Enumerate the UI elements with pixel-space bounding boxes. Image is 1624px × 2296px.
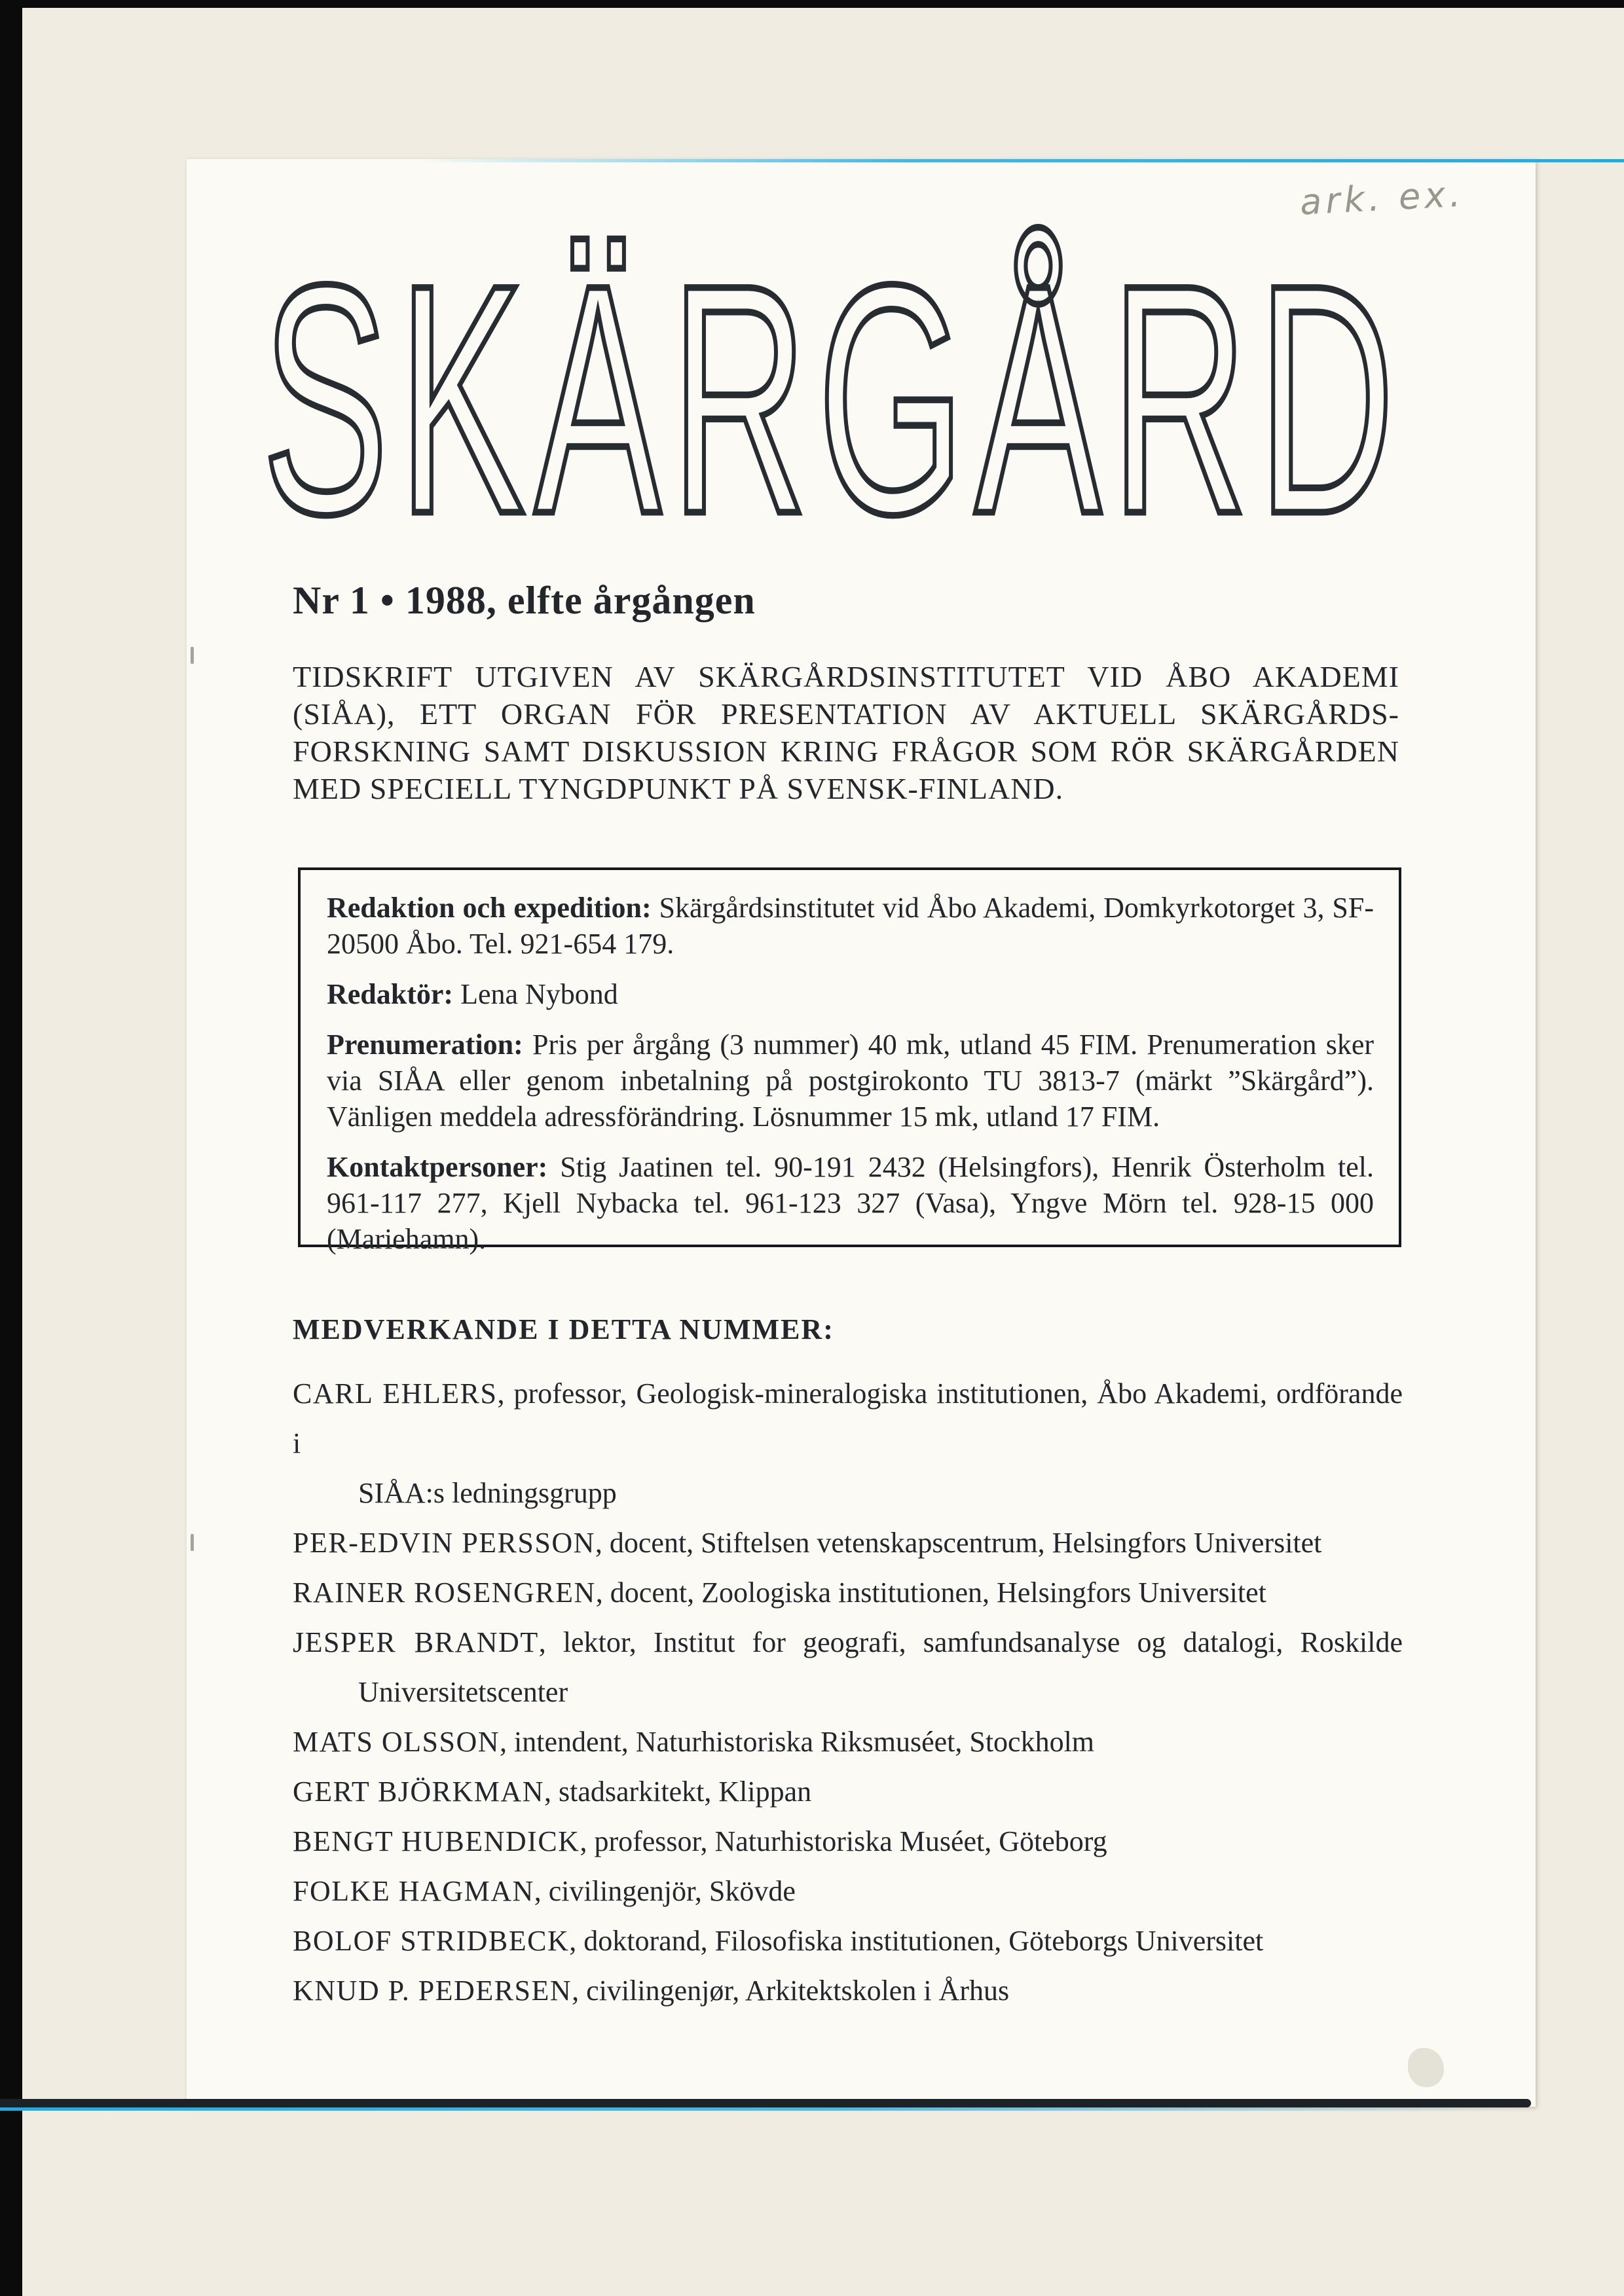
subtitle-paragraph	[293, 658, 1399, 807]
contributor-entry: JESPER BRANDT, lektor, Institut for geografi, samfundsanalyse og datalogi, Roskilde	[293, 1626, 1403, 1658]
contributor-entry: BENGT HUBENDICK, professor, Naturhistoriska Muséet, Göteborg	[293, 1825, 1107, 1857]
contributor-name: BENGT HUBENDICK	[293, 1825, 580, 1857]
contributors-list	[293, 1369, 1403, 2016]
subtitle-line: MED SPECIELL TYNGDPUNKT PÅ SVENSK-FINLAND.	[293, 772, 1064, 805]
info-box-label: Redaktör:	[327, 978, 454, 1010]
contributor-name: CARL EHLERS	[293, 1377, 498, 1410]
handwritten-note: ark. ex.	[1299, 173, 1466, 223]
subtitle-line: TIDSKRIFT UTGIVEN AV SKÄRGÅRDSINSTITUTET VID ÅBO AKADEMI	[293, 660, 1399, 693]
info-box-section: Redaktör: Lena Nybond	[327, 978, 618, 1010]
contributor-entry-continuation: SIÅA:s ledningsgrupp	[358, 1477, 617, 1509]
masthead-letter: Å	[974, 217, 1101, 583]
contributor-name: FOLKE HAGMAN	[293, 1875, 534, 1907]
masthead-letter: R	[1111, 217, 1248, 583]
contributor-entry: GERT BJÖRKMAN, stadsarkitekt, Klippan	[293, 1776, 812, 1808]
contributor-entry: PER-EDVIN PERSSON, docent, Stiftelsen vetenskapscentrum, Helsingfors Universitet	[293, 1527, 1322, 1559]
contributor-name: KNUD P. PEDERSEN	[293, 1975, 572, 2007]
masthead-letter: D	[1257, 217, 1395, 583]
staple-mark	[191, 647, 194, 664]
page-bottom-shadow	[0, 2099, 1531, 2107]
info-box	[298, 867, 1401, 1255]
contributor-entry: KNUD P. PEDERSEN, civilingenjør, Arkitektskolen i Århus	[293, 1975, 1010, 2007]
scanner-edge-left	[0, 0, 22, 2296]
contributors-heading: MEDVERKANDE I DETTA NUMMER:	[293, 1313, 834, 1345]
contributor-name: RAINER ROSENGREN	[293, 1576, 596, 1609]
scanner-edge-top	[0, 0, 1624, 8]
issue-line: Nr 1 • 1988, elfte årgången	[293, 579, 756, 622]
info-box-section: Redaktion och expedition: Skärgårdsinstitutet vid Åbo Akademi, Domkyrkotorget 3, SF-20500 Åbo. Tel. 921-654 179.	[327, 892, 1374, 960]
contributor-entry: MATS OLSSON, intendent, Naturhistoriska Riksmuséet, Stockholm	[293, 1726, 1095, 1758]
contributor-name: JESPER BRANDT	[293, 1626, 539, 1658]
info-box-section: Prenumeration: Pris per årgång (3 nummer) 40 mk, utland 45 FIM. Prenumeration sker via SIÅA eller genom inbetalning på postgirokonto TU 3813-7 (märkt ”Skärgård”). Vänligen meddela adressförändring. Lösnummer 15 mk, utland 17 FIM.	[327, 1029, 1374, 1133]
masthead-letter: G	[817, 217, 965, 583]
info-box-section: Kontaktpersoner: Stig Jaatinen tel. 90-191 2432 (Helsingfors), Henrik Österholm tel. 961-117 277, Kjell Nybacka tel. 961-123 327 (Vasa), Yngve Mörn tel. 928-15 000 (Mariehamn).	[327, 1151, 1374, 1255]
staple-mark	[191, 1534, 194, 1551]
contributor-name: MATS OLSSON	[293, 1726, 500, 1758]
contributor-name: GERT BJÖRKMAN	[293, 1776, 544, 1808]
magazine-cover-page	[187, 159, 1536, 2107]
scan-artifact-top-line	[419, 159, 1624, 162]
masthead-letter: Ä	[534, 217, 661, 583]
magazine-title	[262, 217, 1395, 619]
scan-smudge	[1408, 2048, 1444, 2087]
masthead-letter: S	[262, 217, 389, 583]
contributor-entry: BOLOF STRIDBECK, doktorand, Filosofiska institutionen, Göteborgs Universitet	[293, 1925, 1264, 1957]
info-box-label: Redaktion och expedition:	[327, 892, 652, 924]
contributor-name: BOLOF STRIDBECK	[293, 1925, 570, 1957]
subtitle-line: (SIÅA), ETT ORGAN FÖR PRESENTATION AV AKTUELL SKÄRGÅRDS-	[293, 697, 1399, 731]
subtitle-line: FORSKNING SAMT DISKUSSION KRING FRÅGOR SOM RÖR SKÄRGÅRDEN	[293, 735, 1399, 768]
contributor-entry-continuation: Universitetscenter	[358, 1676, 568, 1708]
contributor-name: PER-EDVIN PERSSON	[293, 1527, 595, 1559]
masthead-letter: K	[398, 217, 525, 583]
contributor-entry: CARL EHLERS, professor, Geologisk-mineralogiska institutionen, Åbo Akademi, ordförande i	[293, 1377, 1403, 1459]
contributor-entry: RAINER ROSENGREN, docent, Zoologiska institutionen, Helsingfors Universitet	[293, 1576, 1266, 1609]
masthead-letter: R	[671, 217, 808, 583]
info-box-label: Kontaktpersoner:	[327, 1151, 548, 1183]
contributor-entry: FOLKE HAGMAN, civilingenjör, Skövde	[293, 1875, 796, 1907]
info-box-label: Prenumeration:	[327, 1029, 523, 1061]
scan-artifact-bottom-line	[0, 2107, 1519, 2111]
